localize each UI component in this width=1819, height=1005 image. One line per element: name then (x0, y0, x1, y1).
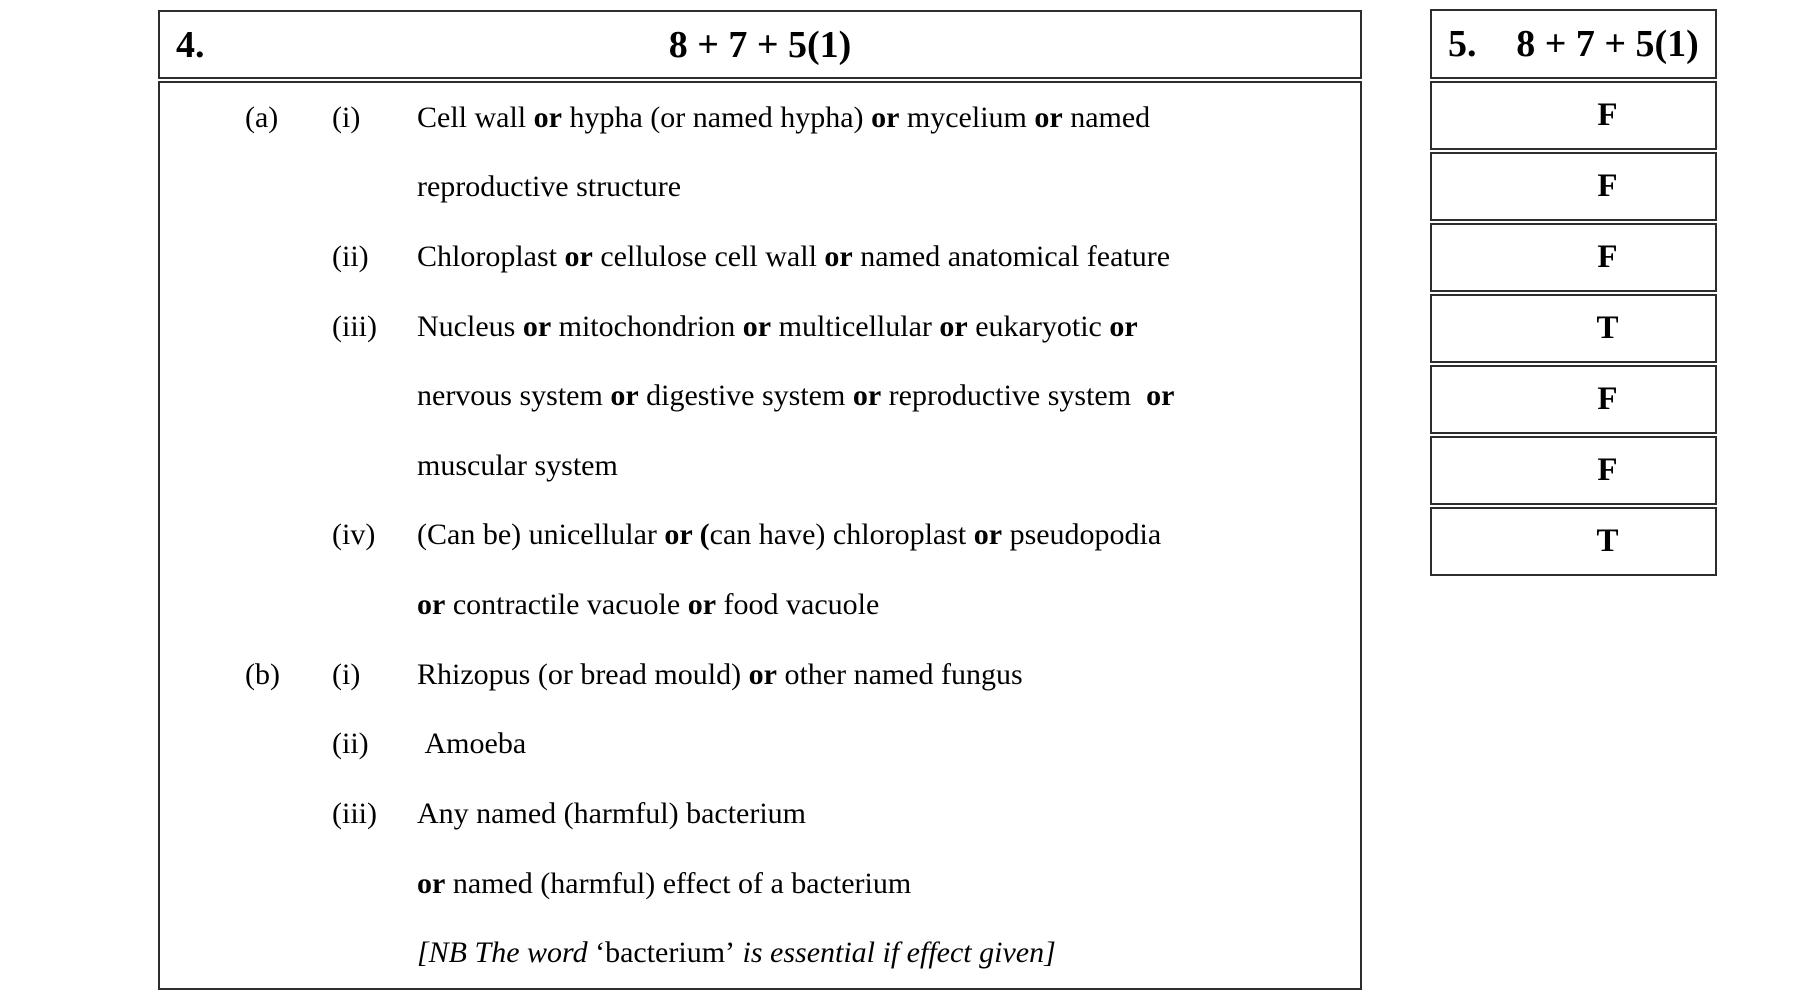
answer-line (160, 849, 1360, 919)
tf-row (1430, 436, 1717, 505)
answer-text-segment: or (748, 657, 777, 691)
answer-text-segment: named anatomical feature (852, 240, 1171, 274)
answer-text-segment: or (564, 240, 593, 274)
tf-value: F (1597, 381, 1618, 417)
answer-text-segment: or (824, 240, 853, 274)
answer-text-segment: nervous system (417, 379, 611, 413)
answer-text (417, 240, 1360, 274)
answer-text-segment: Nucleus (417, 309, 523, 343)
answer-text-segment: named (harmful) effect of a bacterium (445, 866, 912, 900)
answer-text-segment: or (973, 518, 1003, 552)
answer-text-segment: mitochondrion (551, 309, 743, 343)
answer-text-segment: reproductive structure (417, 170, 682, 204)
answer-line (160, 501, 1360, 571)
tf-value: F (1597, 97, 1618, 133)
question-5-answer-rows (1430, 81, 1717, 576)
part-label: (b) (245, 657, 280, 691)
answer-text (417, 797, 1360, 831)
answer-text-segment: or (687, 588, 717, 622)
question-4-marks-label: 8 + 7 + 5(1) (668, 23, 852, 66)
answer-text (417, 101, 1360, 135)
question-4-header-row (158, 10, 1362, 79)
item-label: (ii) (332, 240, 369, 274)
question-5-marks-label: 8 + 7 + 5(1) (1516, 23, 1699, 65)
answer-line (160, 361, 1360, 431)
answer-text-segment: or (871, 100, 900, 134)
answer-text-segment: or (852, 379, 882, 413)
answer-text-segment: (Can be) unicellular (417, 518, 665, 552)
answer-text-segment: is essential if effect given (735, 936, 1045, 970)
answer-text (417, 936, 1360, 970)
answer-text (417, 867, 1360, 901)
answer-text (417, 518, 1360, 552)
answer-text-segment: hypha (or named hypha) (561, 100, 872, 134)
answer-text (417, 449, 1360, 483)
tf-row (1430, 81, 1717, 150)
tf-value: T (1596, 523, 1619, 559)
tf-row (1430, 152, 1717, 221)
answer-line (160, 640, 1360, 710)
answer-text-segment: or (417, 588, 446, 622)
item-label: (i) (332, 657, 361, 691)
answer-text-segment: or (1034, 100, 1063, 134)
answer-text (417, 588, 1360, 622)
tf-row (1430, 365, 1717, 434)
answer-text-segment: or (939, 309, 968, 343)
answer-line (160, 222, 1360, 292)
answer-text (417, 658, 1360, 692)
answer-line (160, 83, 1360, 153)
answer-text (417, 727, 1360, 761)
answer-text-segment: contractile vacuole (445, 588, 688, 622)
answer-text (417, 310, 1360, 344)
question-5-number: 5. (1448, 23, 1477, 65)
part-label: (a) (245, 100, 279, 134)
question-4-number: 4. (176, 23, 205, 66)
answer-text-segment: Any named (harmful) bacterium (417, 796, 807, 830)
item-label: (iii) (332, 796, 377, 830)
tf-value: F (1597, 168, 1618, 204)
answer-text-segment: cellulose cell wall (592, 240, 825, 274)
answer-text-segment: digestive system (638, 379, 853, 413)
answer-text-segment: or (742, 309, 772, 343)
question-5-table (1430, 9, 1717, 576)
answer-text (417, 379, 1360, 413)
tf-row (1430, 294, 1717, 363)
answer-text-segment: food vacuole (716, 588, 880, 622)
answer-line (160, 570, 1360, 640)
tf-row (1430, 223, 1717, 292)
answer-text-segment: or (1109, 309, 1138, 343)
answer-text-segment: or (417, 866, 446, 900)
answer-line (160, 709, 1360, 779)
item-label: (i) (332, 100, 361, 134)
answer-line (160, 153, 1360, 223)
answer-text-segment: can have) chloroplast (709, 518, 974, 552)
answer-text-segment: muscular system (417, 448, 618, 482)
answer-text-segment: ‘bacterium’ (595, 936, 736, 970)
answer-text-segment: Rhizopus (or bread mould) (417, 657, 749, 691)
answer-text (417, 170, 1360, 204)
answer-text-segment: Chloroplast (417, 240, 565, 274)
tf-value: T (1596, 310, 1619, 346)
answer-text-segment: named (1062, 100, 1151, 134)
answer-text-segment: or (1146, 379, 1175, 413)
tf-row (1430, 507, 1717, 576)
answer-line (160, 779, 1360, 849)
answer-text-segment: eukaryotic (967, 309, 1110, 343)
answer-line (160, 292, 1360, 362)
answer-line (160, 431, 1360, 501)
answer-text-segment: or ( (664, 518, 710, 552)
answer-text-segment: multicellular (771, 309, 940, 343)
answer-text-segment: other named fungus (776, 657, 1023, 691)
answer-line (160, 918, 1360, 988)
answer-text-segment: or (533, 100, 562, 134)
answer-text-segment: Cell wall (417, 100, 534, 134)
answer-text-segment: pseudopodia (1002, 518, 1162, 552)
answer-text-segment: ] (1044, 936, 1056, 970)
item-label: (ii) (332, 727, 369, 761)
answer-text-segment: or (522, 309, 552, 343)
item-label: (iv) (332, 518, 376, 552)
question-5-header-row (1430, 9, 1717, 79)
answer-text-segment: [NB The word (417, 936, 596, 970)
question-4-table (158, 10, 1362, 990)
question-4-answers-cell (158, 81, 1362, 990)
answer-text-segment: reproductive system (881, 379, 1147, 413)
answer-text-segment: Amoeba (417, 727, 527, 761)
tf-value: F (1597, 239, 1618, 275)
answer-text-segment: mycelium (899, 100, 1035, 134)
answer-text-segment: or (610, 379, 639, 413)
tf-value: F (1597, 452, 1618, 488)
item-label: (iii) (332, 309, 377, 343)
